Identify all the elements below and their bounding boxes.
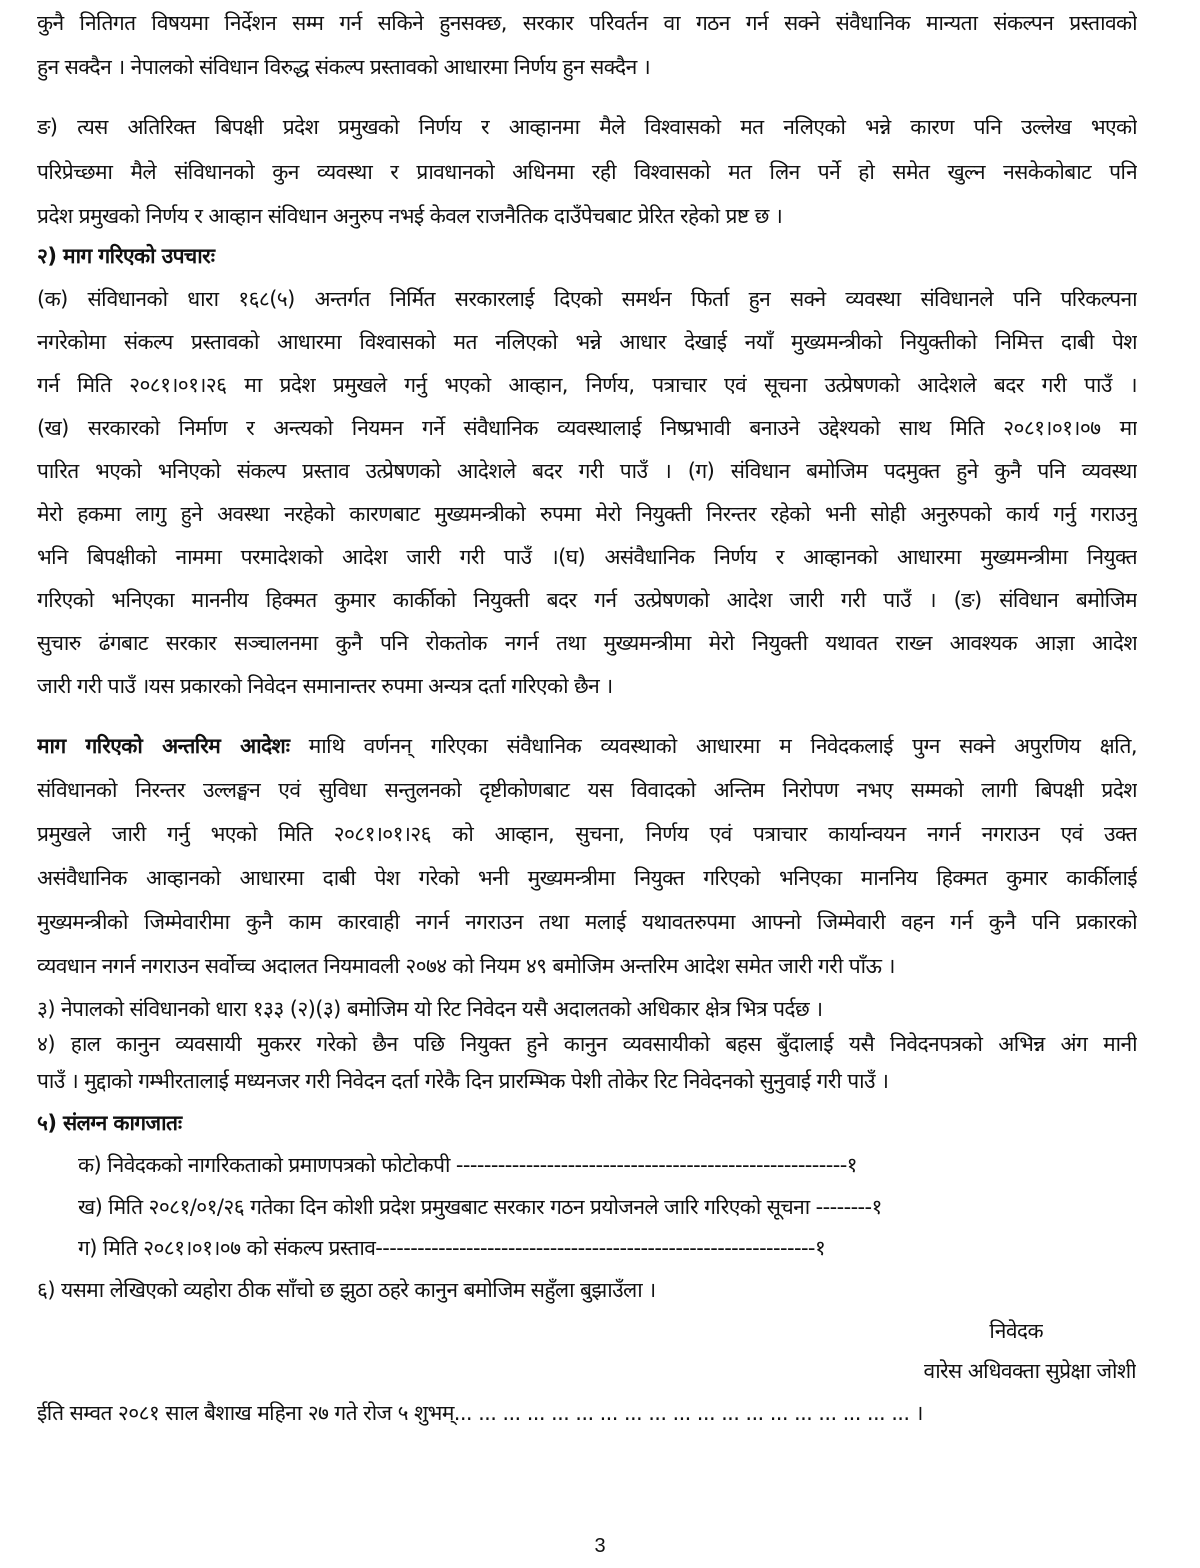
intro-line: कुनै नितिगत विषयमा निर्देशन सम्म गर्न सकिने हुनसक्छ, सरकार परिवर्तन वा गठन गर्न सक्ने संवैधानिक मान्यता संकल्पन प्रस्तावको [37, 11, 1137, 35]
point-nga-line: परिप्रेच्छमा मैले संविधानको कुन व्यवस्था र प्रावधानको अधिनमा रही विश्वासको मत लिन पर्ने हो समेत खुल्न नसकेकोबाट पनि [37, 160, 1137, 184]
interim-text: माथि वर्णनन् गरिएका संवैधानिक व्यवस्थाको आधारमा म निवेदकलाई पुग्न सक्ने अपुरणिय क्षति, [289, 734, 1137, 758]
closing-line: ईति सम्वत २०८१ साल बैशाख महिना २७ गते रोज ५ शुभम्... ... ... ... ... ... ... ... ... ... ... ... ... ... ... ... ... ... ... । [37, 1401, 923, 1425]
signature-role: निवेदक [989, 1319, 1043, 1343]
signature-name: वारेस अधिवक्ता सुप्रेक्षा जोशी [923, 1359, 1136, 1383]
point-nga-line: ङ) त्यस अतिरिक्त बिपक्षी प्रदेश प्रमुखको निर्णय र आव्हानमा मैले विश्वासको मत नलिएको भन्ने कारण पनि उल्लेख भएको [37, 115, 1137, 139]
attachments-heading: ५) संलग्न कागजातः [37, 1111, 182, 1135]
interim-line: प्रमुखले जारी गर्नु भएको मिति २०८१।०१।२६ को आव्हान, सुचना, निर्णय एवं पत्राचार कार्यान्वयन नगर्न नगराउन एवं उक्त [37, 822, 1137, 846]
remedy-line: भनि बिपक्षीको नाममा परमादेशको आदेश जारी गरी पाउँ ।(घ) असंवैधानिक निर्णय र आव्हानको आधारमा मुख्यमन्त्रीमा नियुक्त [37, 545, 1137, 569]
interim-line: संविधानको निरन्तर उल्लङ्घन एवं सुविधा सन्तुलनको दृष्टीकोणबाट यस विवादको अन्तिम निरोपण नभए सम्मको लागी बिपक्षी प्रदेश [37, 778, 1137, 802]
point-6: ६) यसमा लेखिएको व्यहोरा ठीक साँचो छ झुठा ठहरे कानुन बमोजिम सहुँला बुझाउँला । [37, 1278, 656, 1302]
point-3: ३) नेपालको संविधानको धारा १३३ (२)(३) बमोजिम यो रिट निवेदन यसै अदालतको अधिकार क्षेत्र भित्र पर्दछ । [37, 997, 823, 1021]
remedy-line: जारी गरी पाउँ ।यस प्रकारको निवेदन समानान्तर रुपमा अन्यत्र दर्ता गरिएको छैन । [37, 674, 613, 698]
point-4-line: ४) हाल कानुन व्यवसायी मुकरर गरेको छैन पछि नियुक्त हुने कानुन व्यवसायीको बहस बुँदालाई यसै निवेदनपत्रको अभिन्न अंग मानी [37, 1032, 1137, 1056]
remedy-line: मेरो हकमा लागु हुने अवस्था नरहेको कारणबाट मुख्यमन्त्रीको रुपमा मेरो नियुक्ती निरन्तर रहेको भनी सोही अनुरुपको कार्य गर्नु गराउनु [37, 502, 1137, 526]
interim-first-line [37, 731, 1137, 761]
remedy-line: (क) संविधानको धारा १६८(५) अन्तर्गत निर्मित सरकारलाई दिएको समर्थन फिर्ता हुन सक्ने व्यवस्था संविधानले पनि परिकल्पना [37, 287, 1137, 311]
remedy-line: गर्न मिति २०८१।०१।२६ मा प्रदेश प्रमुखले गर्नु भएको आव्हान, निर्णय, पत्राचार एवं सूचना उत्प्रेषणको आदेशले बदर गरी पाउँ । [37, 373, 1137, 397]
interim-line: मुख्यमन्त्रीको जिम्मेवारीमा कुनै काम कारवाही नगर्न नगराउन तथा मलाई यथावतरुपमा आफ्नो जिम्मेवारी वहन गर्न कुनै पनि प्रकारको [37, 910, 1137, 934]
interim-line: असंवैधानिक आव्हानको आधारमा दाबी पेश गरेको भनी मुख्यमन्त्रीमा नियुक्त गरिएको भनिएका माननिय हिक्मत कुमार कार्कीलाई [37, 866, 1137, 890]
remedy-line: सुचारु ढंगबाट सरकार सञ्चालनमा कुनै पनि रोकतोक नगर्न तथा मुख्यमन्त्रीमा मेरो नियुक्ती यथावत राख्न आवश्यक आज्ञा आदेश [37, 631, 1137, 655]
remedy-line: (ख) सरकारको निर्माण र अन्त्यको नियमन गर्ने संवैधानिक व्यवस्थालाई निष्प्रभावी बनाउने उद्देश्यको साथ मिति २०८१।०१।०७ मा [37, 416, 1137, 440]
point-nga-line: प्रदेश प्रमुखको निर्णय र आव्हान संविधान अनुरुप नभई केवल राजनैतिक दाउँपेचबाट प्रेरित रहेको प्रष्ट छ । [37, 204, 783, 228]
point-4-line: पाउँ । मुद्दाको गम्भीरतालाई मध्यनजर गरी निवेदन दर्ता गरेकै दिन प्रारम्भिक पेशी तोकेर रिट निवेदनको सुनुवाई गरी पाउँ । [37, 1069, 889, 1093]
page-number: 3 [594, 1535, 606, 1557]
remedy-line: गरिएको भनिएका माननीय हिक्मत कुमार कार्कीको नियुक्ती बदर गर्न उत्प्रेषणको आदेश जारी गरी पाउँ । (ङ) संविधान बमोजिम [37, 588, 1137, 612]
remedy-line: पारित भएको भनिएको संकल्प प्रस्ताव उत्प्रेषणको आदेशले बदर गरी पाउँ । (ग) संविधान बमोजिम पदमुक्त हुने कुनै पनि व्यवस्था [37, 459, 1137, 483]
intro-line: हुन सक्दैन । नेपालको संविधान विरुद्ध संकल्प प्रस्तावको आधारमा निर्णय हुन सक्दैन । [37, 55, 651, 79]
remedy-line: नगरेकोमा संकल्प प्रस्तावको आधारमा विश्वासको मत नलिएको भन्ने आधार देखाई नयाँ मुख्यमन्त्रीको नियुक्तीको निमित्त दाबी पेश [37, 330, 1137, 354]
remedy-heading: २) माग गरिएको उपचारः [37, 244, 215, 268]
attachment-item: ग) मिति २०८१।०१।०७ को संकल्प प्रस्ताव---------------------------------------------------------------१ [78, 1236, 826, 1260]
interim-line: व्यवधान नगर्न नगराउन सर्वोच्च अदालत नियमावली २०७४ को नियम ४९ बमोजिम अन्तरिम आदेश समेत जारी गरी पाँऊ । [37, 954, 895, 978]
interim-heading: माग गरिएको अन्तरिम आदेशः [37, 734, 290, 758]
attachment-item: ख) मिति २०८१/०१/२६ गतेका दिन कोशी प्रदेश प्रमुखबाट सरकार गठन प्रयोजनले जारि गरिएको सूचना --------१ [78, 1195, 882, 1219]
attachment-item: क) निवेदकको नागरिकताको प्रमाणपत्रको फोटोकपी --------------------------------------------------------१ [78, 1153, 857, 1177]
